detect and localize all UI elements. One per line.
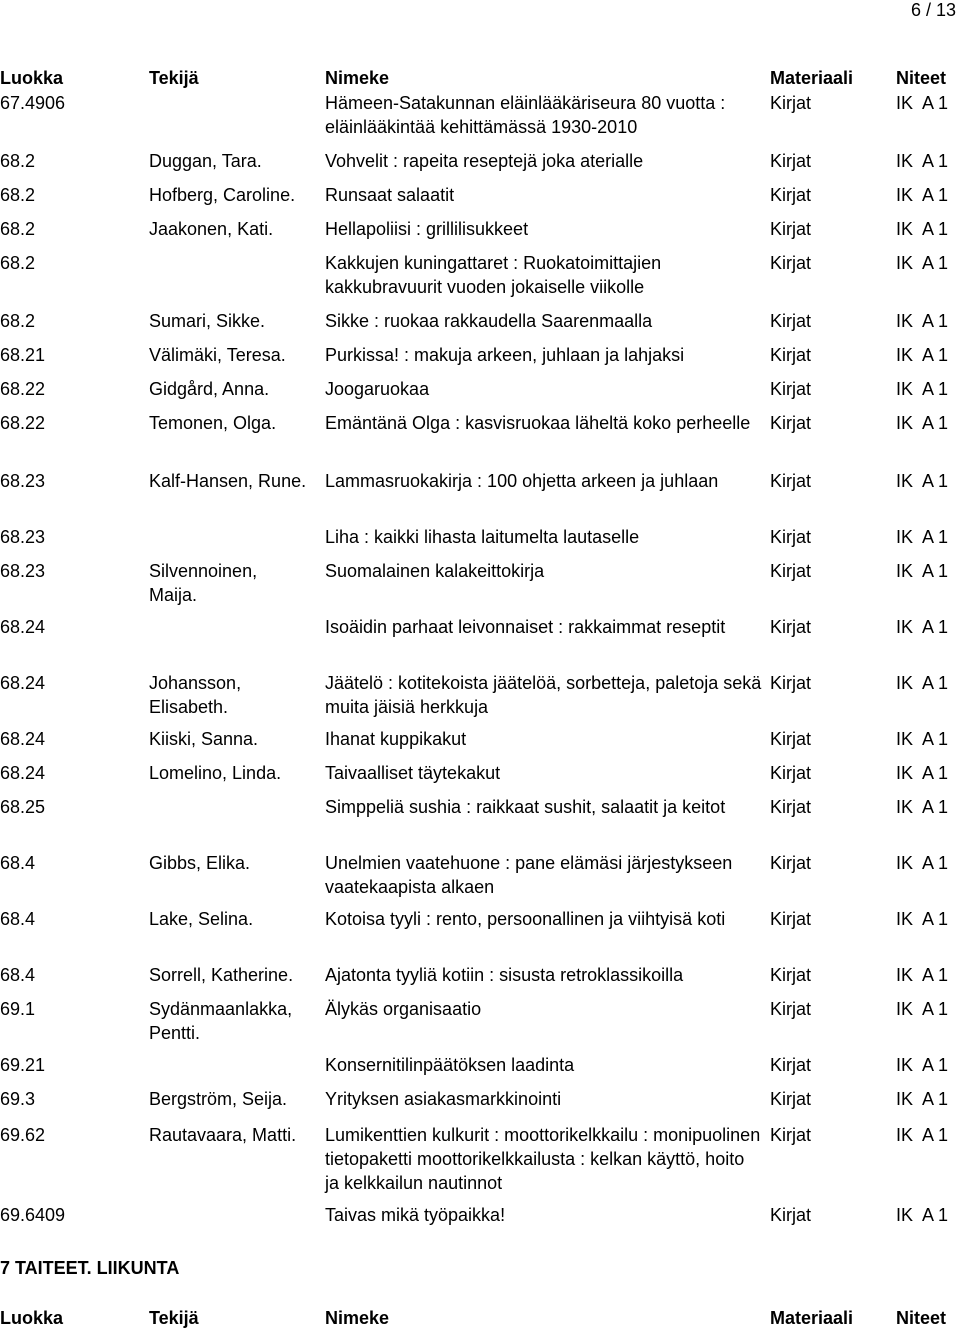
- cell-nimeke: Unelmien vaatehuone : pane elämäsi järjestykseen vaatekaapista alkaen: [325, 853, 733, 897]
- cell-materiaali: Kirjat: [770, 999, 812, 1019]
- cell-luokka: 68.23: [0, 471, 46, 491]
- cell-niteet: IK A 1: [896, 151, 949, 171]
- cell-niteet: IK A 1: [896, 1055, 949, 1075]
- cell-luokka: 68.4: [0, 853, 36, 873]
- cell-niteet: IK A 1: [896, 999, 949, 1019]
- cell-materiaali: Kirjat: [770, 729, 812, 749]
- cell-niteet: IK A 1: [896, 561, 949, 581]
- cell-materiaali: Kirjat: [770, 617, 812, 637]
- column-header-nimeke: Nimeke: [325, 68, 390, 88]
- cell-nimeke: Lumikenttien kulkurit : moottorikelkkailu : monipuolinen tietopaketti moottorikelkkailusta : kelkan käyttö, hoito ja kelkkailun nautinnot: [325, 1125, 761, 1193]
- cell-materiaali: Kirjat: [770, 345, 812, 365]
- cell-tekija: Temonen, Olga.: [149, 413, 277, 433]
- cell-nimeke: Runsaat salaatit: [325, 185, 455, 205]
- cell-nimeke: Kakkujen kuningattaret : Ruokatoimittajien kakkubravuurit vuoden jokaiselle viikolle: [325, 253, 662, 297]
- cell-nimeke: Vohvelit : rapeita reseptejä joka aterialle: [325, 151, 644, 171]
- cell-luokka: 68.24: [0, 673, 46, 693]
- cell-luokka: 69.62: [0, 1125, 46, 1145]
- cell-niteet: IK A 1: [896, 729, 949, 749]
- cell-niteet: IK A 1: [896, 471, 949, 491]
- cell-materiaali: Kirjat: [770, 673, 812, 693]
- cell-tekija: Sorrell, Katherine.: [149, 965, 294, 985]
- cell-luokka: 69.21: [0, 1055, 46, 1075]
- column-header-luokka: Luokka: [0, 1308, 64, 1328]
- cell-luokka: 68.23: [0, 527, 46, 547]
- cell-nimeke: Konsernitilinpäätöksen laadinta: [325, 1055, 575, 1075]
- cell-materiaali: Kirjat: [770, 185, 812, 205]
- cell-luokka: 68.22: [0, 379, 46, 399]
- cell-niteet: IK A 1: [896, 909, 949, 929]
- cell-nimeke: Sikke : ruokaa rakkaudella Saarenmaalla: [325, 311, 653, 331]
- cell-tekija: Välimäki, Teresa.: [149, 345, 286, 365]
- cell-niteet: IK A 1: [896, 965, 949, 985]
- cell-nimeke: Taivaalliset täytekakut: [325, 763, 501, 783]
- cell-niteet: IK A 1: [896, 219, 949, 239]
- column-header-nimeke: Nimeke: [325, 1308, 390, 1328]
- cell-materiaali: Kirjat: [770, 253, 812, 273]
- cell-materiaali: Kirjat: [770, 151, 812, 171]
- cell-tekija: Johansson, Elisabeth.: [149, 673, 242, 717]
- cell-materiaali: Kirjat: [770, 853, 812, 873]
- cell-tekija: Sydänmaanlakka, Pentti.: [149, 999, 293, 1043]
- cell-materiaali: Kirjat: [770, 797, 812, 817]
- cell-materiaali: Kirjat: [770, 1089, 812, 1109]
- cell-luokka: 69.1: [0, 999, 36, 1019]
- cell-materiaali: Kirjat: [770, 1055, 812, 1075]
- cell-nimeke: Ihanat kuppikakut: [325, 729, 467, 749]
- cell-materiaali: Kirjat: [770, 311, 812, 331]
- cell-materiaali: Kirjat: [770, 965, 812, 985]
- cell-nimeke: Liha : kaikki lihasta laitumelta lautaselle: [325, 527, 640, 547]
- cell-tekija: Lake, Selina.: [149, 909, 254, 929]
- cell-nimeke: Isoäidin parhaat leivonnaiset : rakkaimmat reseptit: [325, 617, 726, 637]
- table-header: [0, 68, 960, 92]
- cell-niteet: IK A 1: [896, 185, 949, 205]
- cell-materiaali: Kirjat: [770, 909, 812, 929]
- cell-luokka: 68.25: [0, 797, 46, 817]
- cell-luokka: 67.4906: [0, 93, 66, 113]
- cell-luokka: 68.2: [0, 219, 36, 239]
- cell-materiaali: Kirjat: [770, 763, 812, 783]
- cell-nimeke: Hämeen-Satakunnan eläinlääkäriseura 80 vuotta : eläinlääkintää kehittämässä 1930-2010: [325, 93, 726, 137]
- cell-niteet: IK A 1: [896, 345, 949, 365]
- cell-nimeke: Yrityksen asiakasmarkkinointi: [325, 1089, 562, 1109]
- column-header-luokka: Luokka: [0, 68, 64, 88]
- cell-luokka: 68.2: [0, 253, 36, 273]
- cell-nimeke: Lammasruokakirja : 100 ohjetta arkeen ja juhlaan: [325, 471, 719, 491]
- column-header-materiaali: Materiaali: [770, 68, 854, 88]
- cell-nimeke: Älykäs organisaatio: [325, 999, 482, 1019]
- cell-tekija: Lomelino, Linda.: [149, 763, 282, 783]
- cell-niteet: IK A 1: [896, 617, 949, 637]
- cell-niteet: IK A 1: [896, 1125, 949, 1145]
- cell-materiaali: Kirjat: [770, 471, 812, 491]
- cell-luokka: 68.24: [0, 763, 46, 783]
- cell-luokka: 68.21: [0, 345, 46, 365]
- cell-tekija: Jaakonen, Kati.: [149, 219, 274, 239]
- cell-luokka: 68.24: [0, 729, 46, 749]
- cell-niteet: IK A 1: [896, 93, 949, 113]
- cell-tekija: Sumari, Sikke.: [149, 311, 266, 331]
- cell-tekija: Kalf-Hansen, Rune.: [149, 471, 307, 491]
- cell-nimeke: Joogaruokaa: [325, 379, 430, 399]
- cell-nimeke: Suomalainen kalakeittokirja: [325, 561, 545, 581]
- cell-niteet: IK A 1: [896, 1205, 949, 1225]
- table-header-repeat: [0, 1308, 960, 1332]
- cell-tekija: Hofberg, Caroline.: [149, 185, 296, 205]
- cell-luokka: 68.24: [0, 617, 46, 637]
- cell-materiaali: Kirjat: [770, 1125, 812, 1145]
- cell-nimeke: Simppeliä sushia : raikkaat sushit, salaatit ja keitot: [325, 797, 726, 817]
- cell-luokka: 69.6409: [0, 1205, 66, 1225]
- page-number: 6 / 13: [910, 0, 956, 20]
- cell-nimeke: Hellapoliisi : grillilisukkeet: [325, 219, 529, 239]
- cell-materiaali: Kirjat: [770, 379, 812, 399]
- column-header-niteet: Niteet: [896, 1308, 947, 1328]
- cell-tekija: Gibbs, Elika.: [149, 853, 251, 873]
- cell-luokka: 69.3: [0, 1089, 36, 1109]
- cell-nimeke: Purkissa! : makuja arkeen, juhlaan ja lahjaksi: [325, 345, 685, 365]
- cell-luokka: 68.23: [0, 561, 46, 581]
- section-title: 7 TAITEET. LIIKUNTA: [0, 1258, 180, 1278]
- column-header-tekija: Tekijä: [149, 68, 199, 88]
- cell-tekija: Gidgård, Anna.: [149, 379, 270, 399]
- cell-nimeke: Emäntänä Olga : kasvisruokaa läheltä koko perheelle: [325, 413, 751, 433]
- cell-materiaali: Kirjat: [770, 1205, 812, 1225]
- cell-materiaali: Kirjat: [770, 413, 812, 433]
- cell-niteet: IK A 1: [896, 413, 949, 433]
- cell-niteet: IK A 1: [896, 1089, 949, 1109]
- cell-niteet: IK A 1: [896, 379, 949, 399]
- column-header-materiaali: Materiaali: [770, 1308, 854, 1328]
- cell-tekija: Kiiski, Sanna.: [149, 729, 259, 749]
- cell-luokka: 68.2: [0, 185, 36, 205]
- cell-tekija: Rautavaara, Matti.: [149, 1125, 297, 1145]
- cell-tekija: Bergström, Seija.: [149, 1089, 288, 1109]
- cell-materiaali: Kirjat: [770, 527, 812, 547]
- cell-nimeke: Kotoisa tyyli : rento, persoonallinen ja viihtyisä koti: [325, 909, 726, 929]
- cell-niteet: IK A 1: [896, 527, 949, 547]
- cell-niteet: IK A 1: [896, 253, 949, 273]
- cell-nimeke: Jäätelö : kotitekoista jäätelöä, sorbetteja, paletoja sekä muita jäisiä herkkuja: [325, 673, 762, 717]
- cell-luokka: 68.2: [0, 311, 36, 331]
- cell-niteet: IK A 1: [896, 311, 949, 331]
- cell-nimeke: Taivas mikä työpaikka!: [325, 1205, 506, 1225]
- cell-niteet: IK A 1: [896, 673, 949, 693]
- cell-materiaali: Kirjat: [770, 93, 812, 113]
- cell-materiaali: Kirjat: [770, 561, 812, 581]
- cell-materiaali: Kirjat: [770, 219, 812, 239]
- cell-tekija: Duggan, Tara.: [149, 151, 262, 171]
- column-header-niteet: Niteet: [896, 68, 947, 88]
- cell-luokka: 68.2: [0, 151, 36, 171]
- cell-niteet: IK A 1: [896, 763, 949, 783]
- cell-luokka: 68.22: [0, 413, 46, 433]
- cell-tekija: Silvennoinen, Maija.: [149, 561, 258, 605]
- cell-luokka: 68.4: [0, 965, 36, 985]
- cell-niteet: IK A 1: [896, 797, 949, 817]
- cell-niteet: IK A 1: [896, 853, 949, 873]
- cell-nimeke: Ajatonta tyyliä kotiin : sisusta retroklassikoilla: [325, 965, 684, 985]
- cell-luokka: 68.4: [0, 909, 36, 929]
- column-header-tekija: Tekijä: [149, 1308, 199, 1328]
